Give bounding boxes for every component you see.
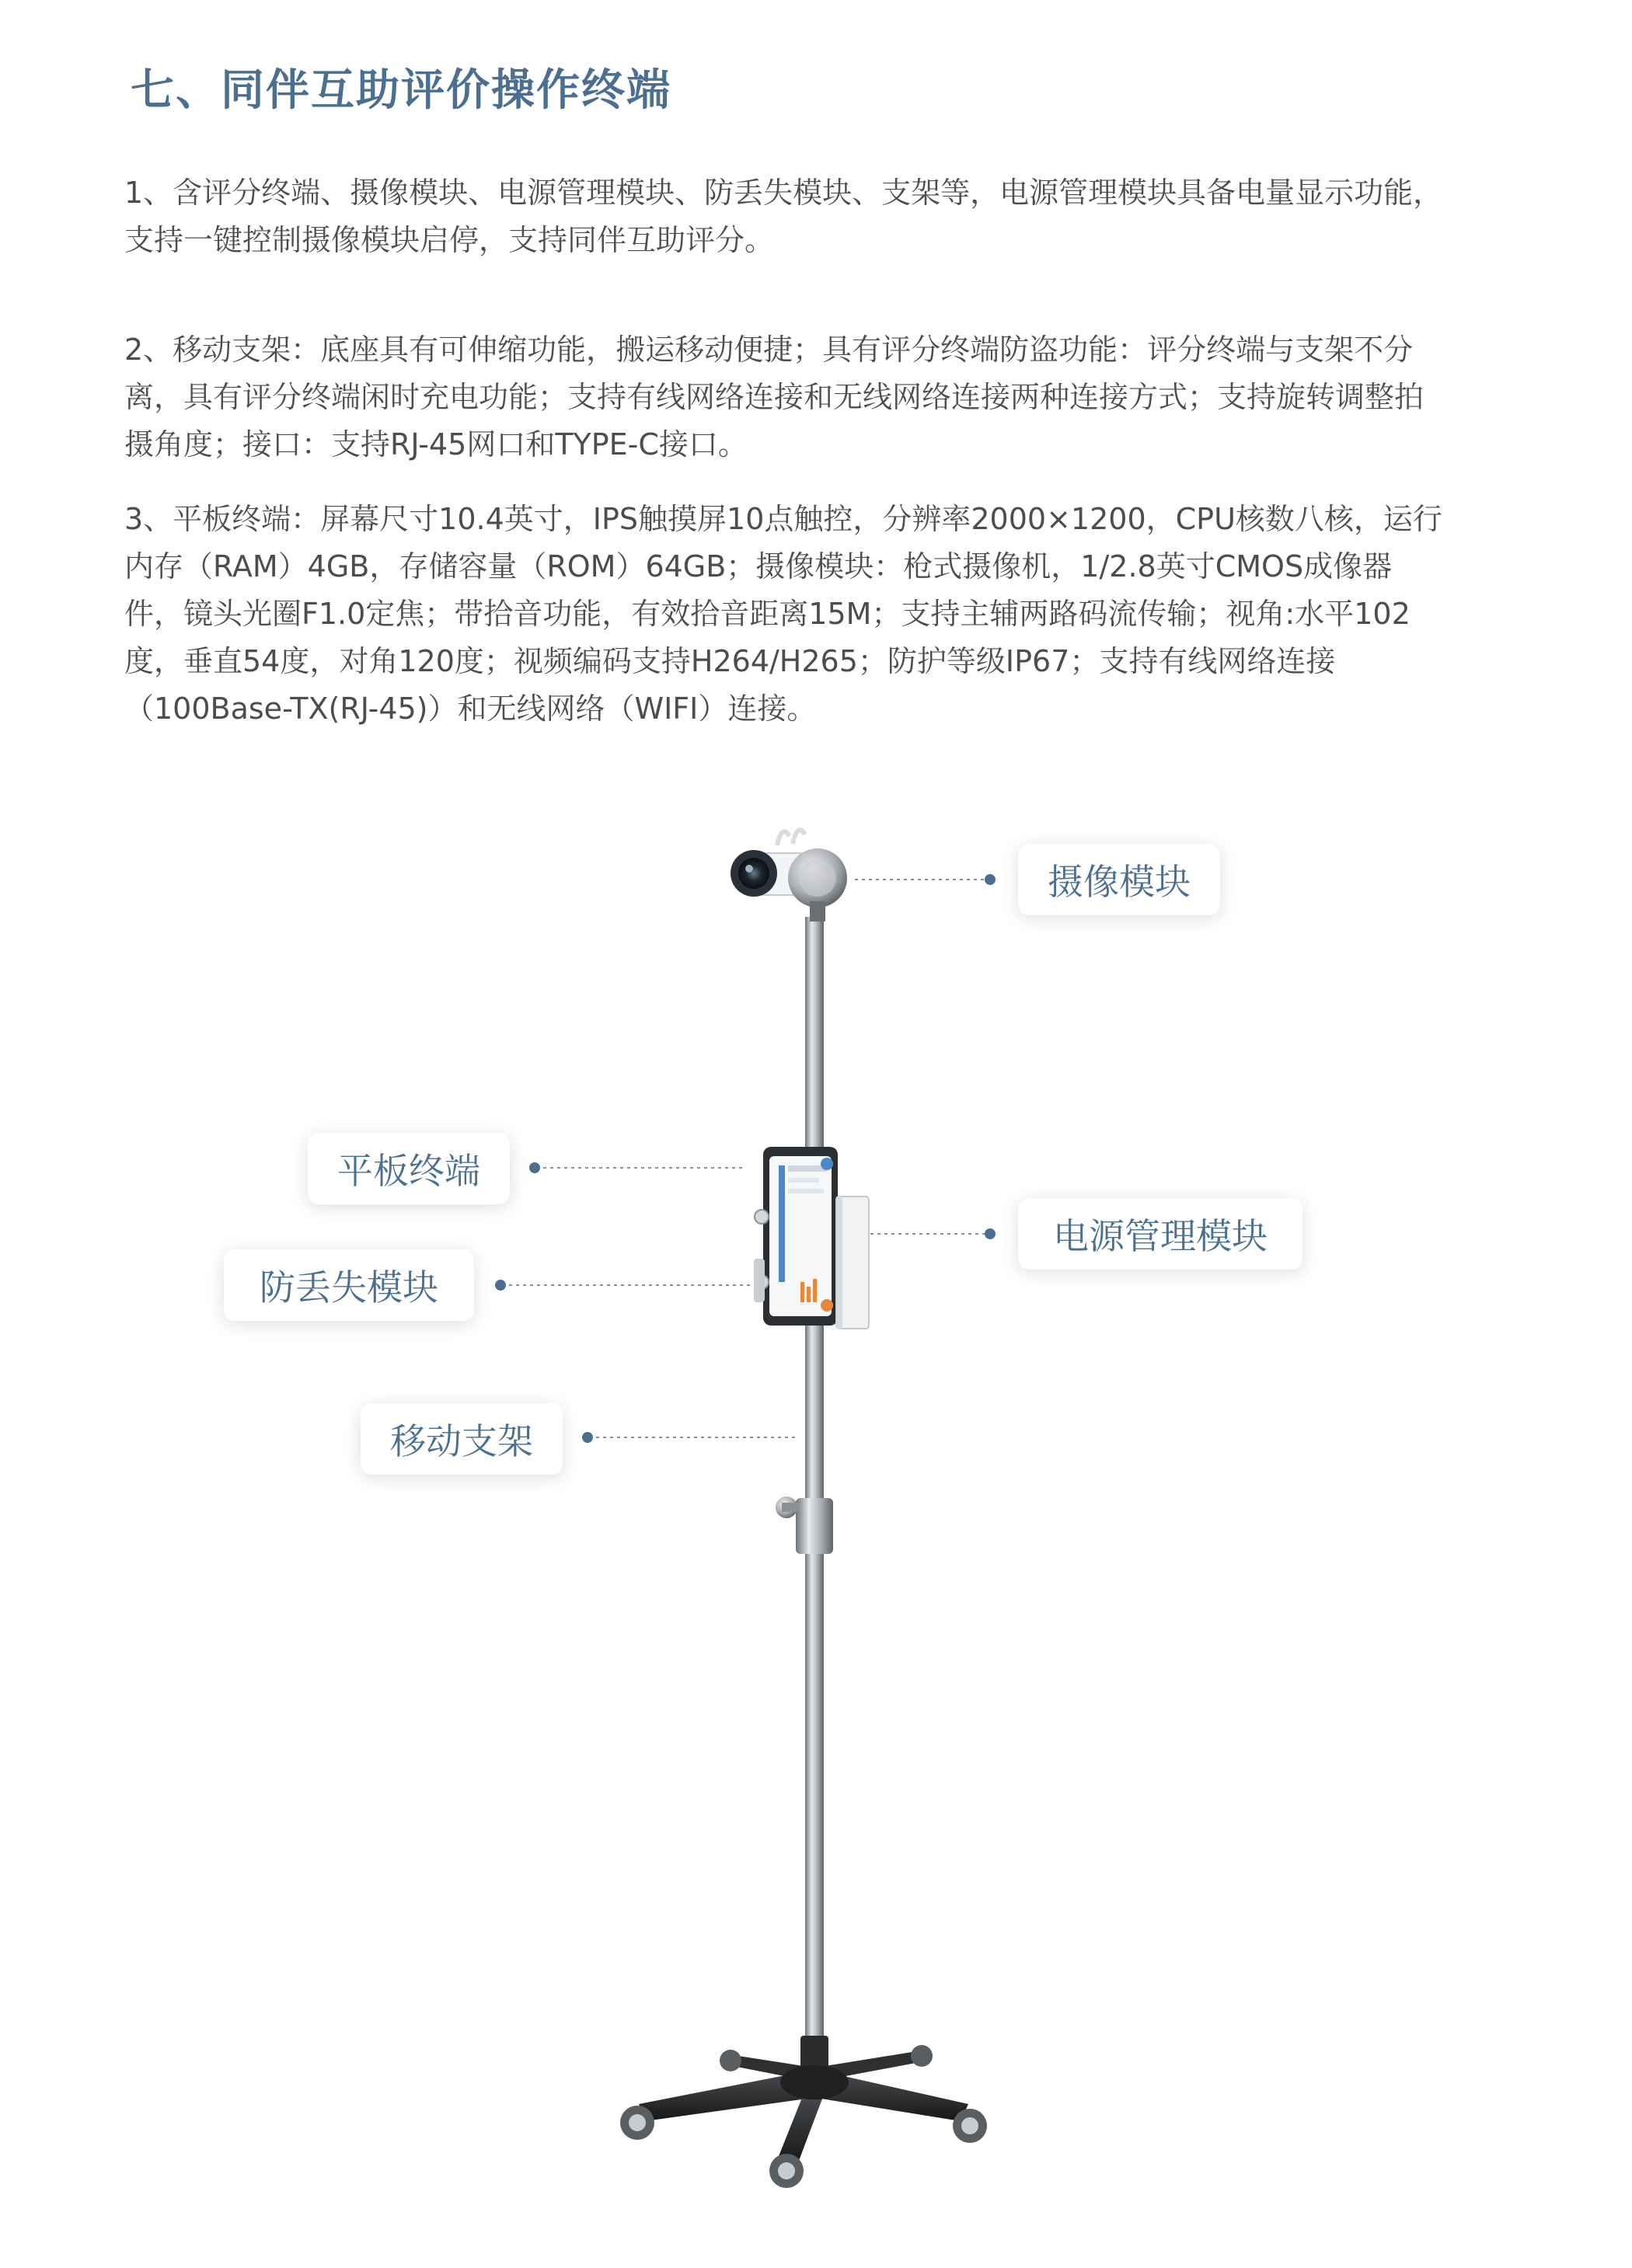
leader-lines [502, 880, 987, 1437]
paragraph-3: 3、平板终端：屏幕尺寸10.4英寸，IPS触摸屏10点触控，分辨率2000×1200，CPU核数八核，运行内存（RAM）4GB，存储容量（ROM）64GB；摄像模块：枪式摄像机，1/2.8英寸CMOS成像器件，镜头光圈F1.0定焦；带拾音功能，有效拾音距离15M；支持主辅两路码流传输；视角:水平102度，垂直54度，对角120度；视频编码支持H264/H265；防护等级IP67；支持有线网络连接（100Base-TX(RJ-45)）和无线网络（WIFI）连接。 [124, 502, 1442, 726]
height-knob [776, 1496, 833, 1554]
paragraph-2: 2、移动支架：底座具有可伸缩功能，搬运移动便捷；具有评分终端防盗功能：评分终端与支架不分离，具有评分终端闲时充电功能；支持有线网络连接和无线网络连接两种连接方式；支持旋转调整拍摄角度；接口：支持RJ-45网口和TYPE-C接口。 [124, 333, 1425, 462]
callout-mobile-stand: 移动支架 [361, 1403, 563, 1475]
tablet-terminal [755, 1147, 838, 1326]
anti-lost-module [754, 1259, 765, 1302]
callout-power-management-module: 电源管理模块 [1018, 1198, 1302, 1270]
paragraph-1: 1、含评分终端、摄像模块、电源管理模块、防丢失模块、支架等，电源管理模块具备电量显示功能，支持一键控制摄像模块启停，支持同伴互助评分。 [124, 176, 1443, 257]
leader-dots [495, 874, 996, 1443]
stand-base [639, 2051, 968, 2165]
power-management-module [836, 1197, 869, 1329]
callout-camera-module: 摄像模块 [1018, 844, 1220, 915]
page-title: 七、同伴互助评价操作终端 [131, 65, 671, 116]
callout-anti-lost-module: 防丢失模块 [224, 1249, 474, 1321]
callout-tablet-terminal: 平板终端 [308, 1133, 510, 1204]
camera-module [731, 830, 847, 921]
